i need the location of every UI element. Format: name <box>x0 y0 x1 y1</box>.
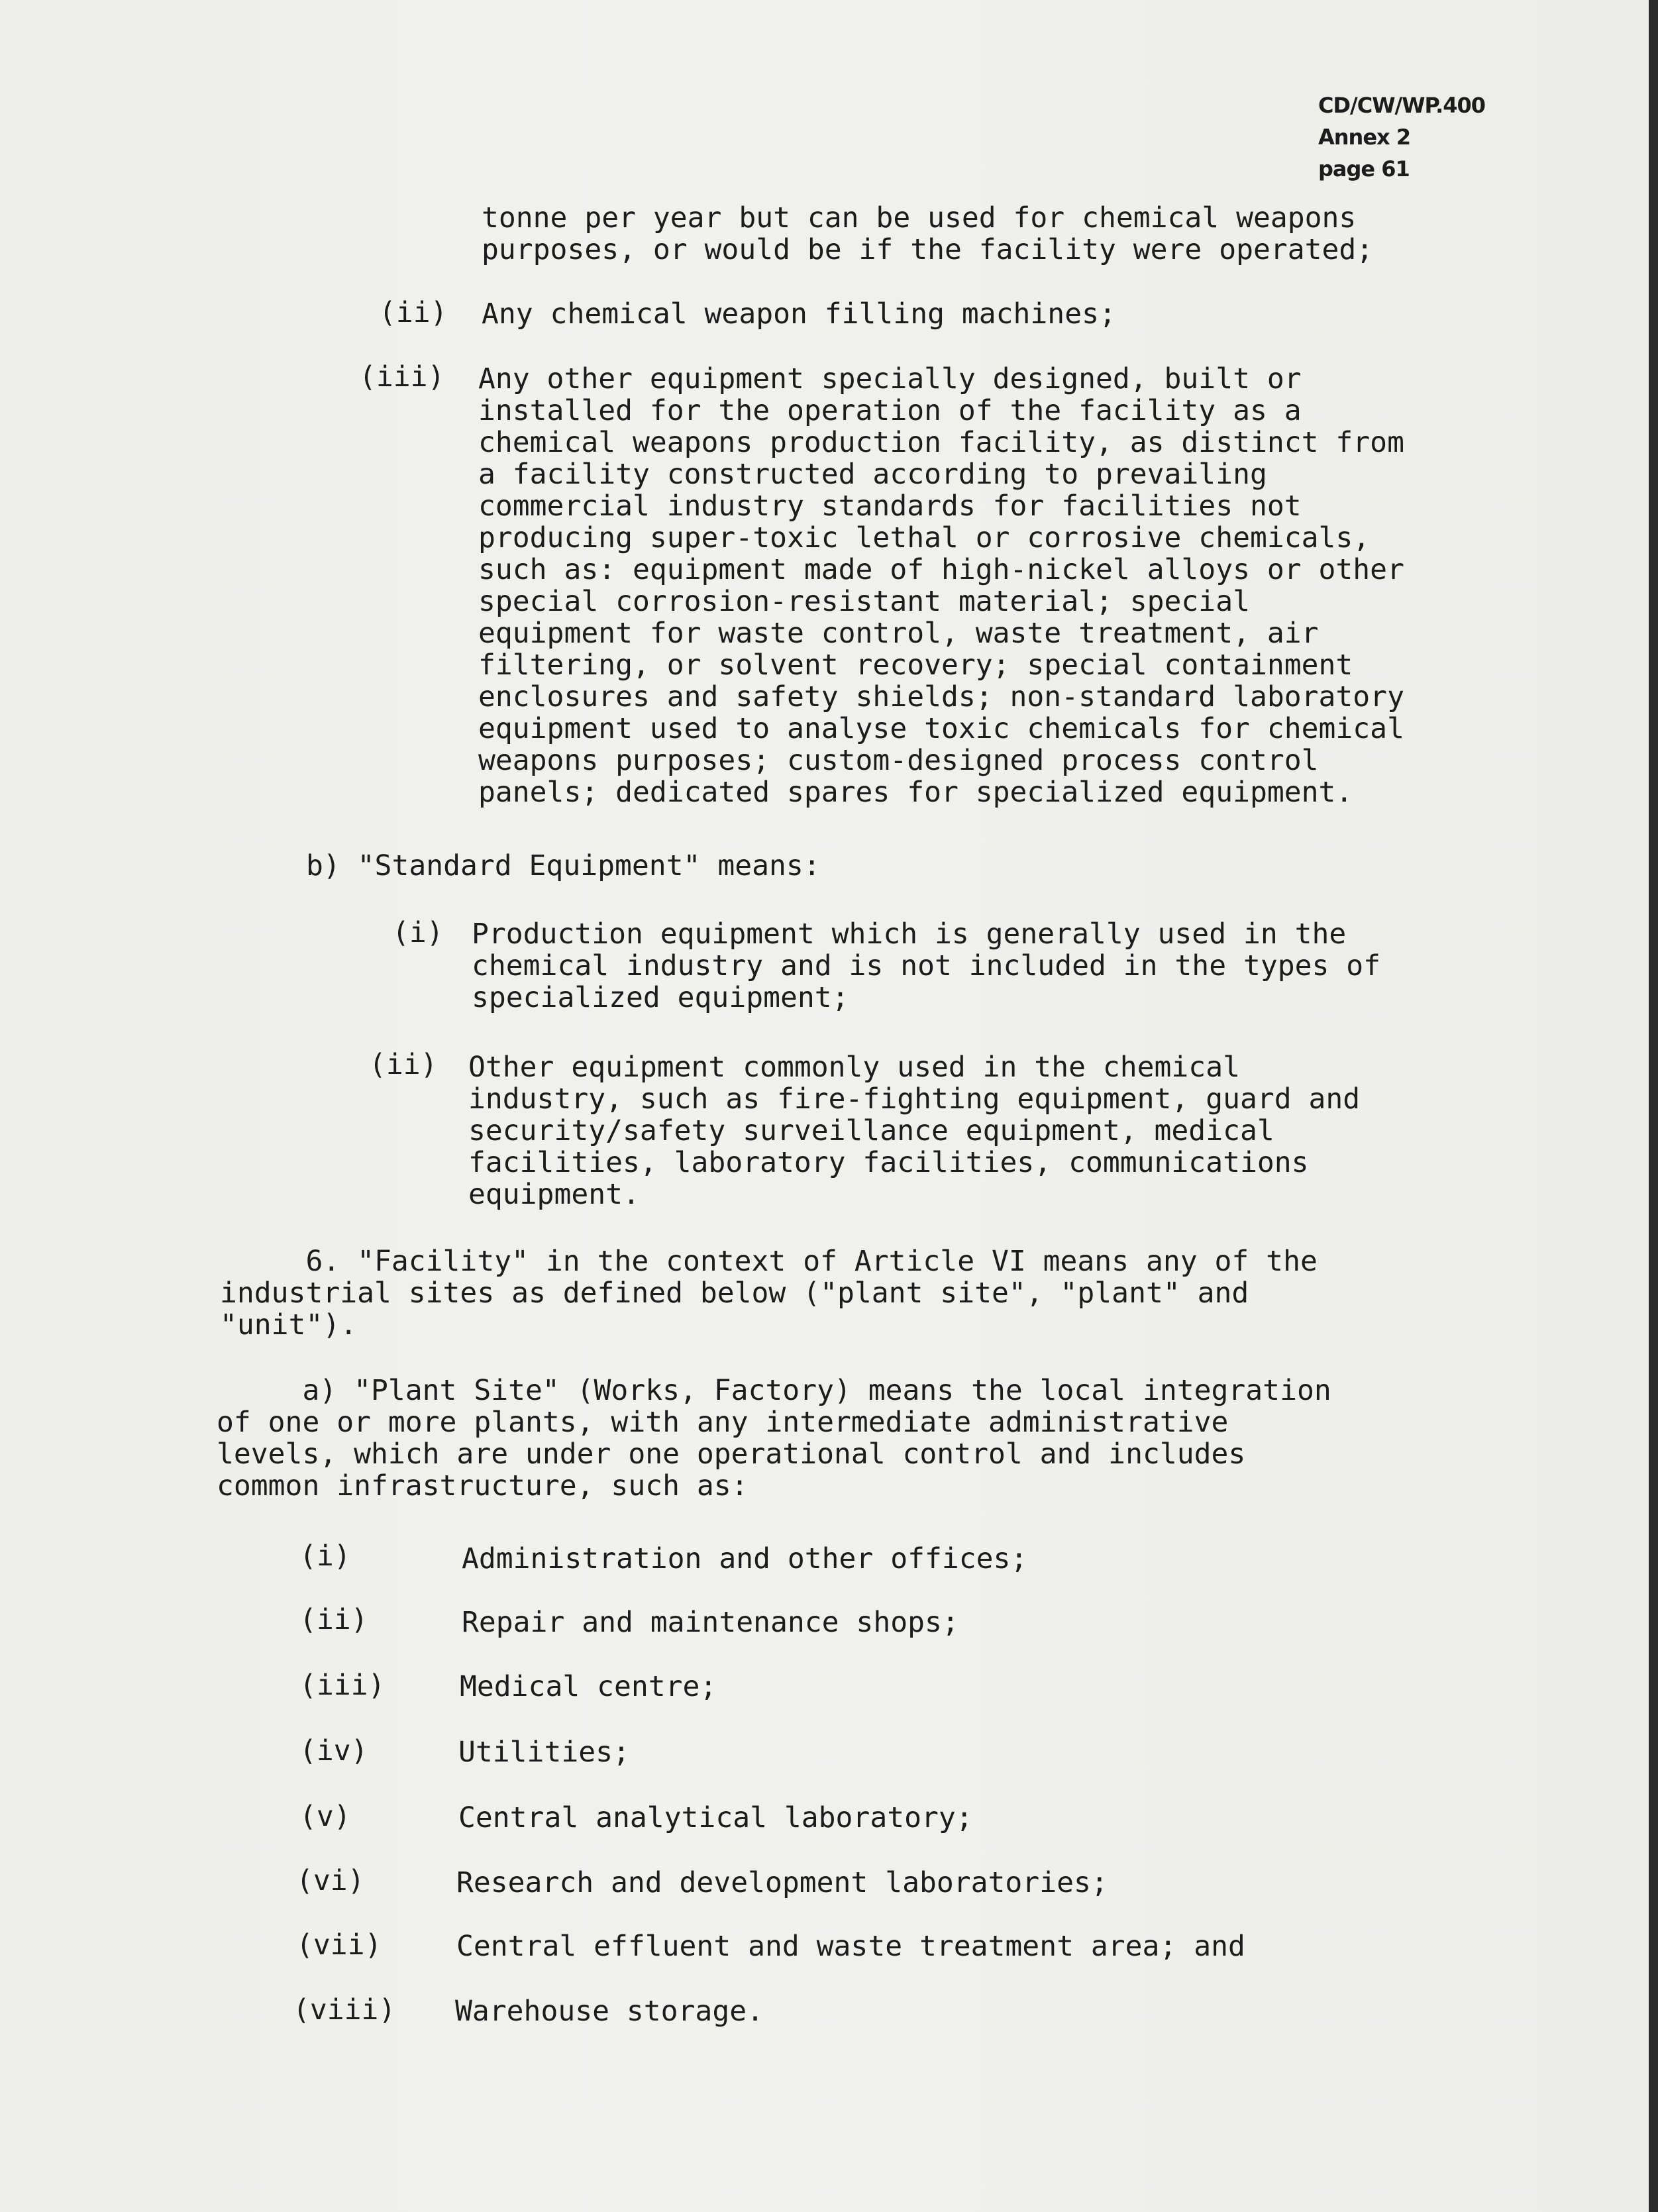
paragraph-6a <box>217 1375 1331 1502</box>
text-line: equipment for waste control, waste treatment, air <box>478 617 1319 650</box>
text-line: b) "Standard Equipment" means: <box>306 849 821 882</box>
page-header <box>1318 89 1485 185</box>
text-line: weapons purposes; custom-designed process control <box>478 744 1319 777</box>
text-line: such as: equipment made of high-nickel alloys or other <box>478 553 1404 586</box>
text-line: equipment used to analyse toxic chemicals for chemical <box>478 712 1404 745</box>
text-line: Production equipment which is generally used in the <box>472 918 1347 951</box>
list-item-marker: (iv) <box>299 1734 368 1767</box>
list-item-marker: (iii) <box>299 1669 386 1702</box>
annex-label: Annex 2 <box>1318 125 1411 150</box>
list-item-marker: (i) <box>299 1540 351 1573</box>
list-item-text: Utilities; <box>458 1736 630 1769</box>
text-line: Any chemical weapon filling machines; <box>482 297 1116 331</box>
text-line: Any other equipment specially designed, built or <box>478 362 1302 395</box>
continuation-text <box>482 202 1373 266</box>
text-line: enclosures and safety shields; non-standard laboratory <box>478 680 1404 713</box>
list-item-text: Central effluent and waste treatment area; and <box>456 1930 1245 1963</box>
item-marker: (i) <box>392 916 444 949</box>
text-line: specialized equipment; <box>472 981 849 1014</box>
text-line: common infrastructure, such as: <box>217 1469 749 1502</box>
list-item-text: Warehouse storage. <box>455 1995 764 2028</box>
list-item-marker: (vii) <box>296 1928 382 1962</box>
text-line: equipment. <box>468 1178 640 1211</box>
text-line: installed for the operation of the facility as a <box>478 394 1302 427</box>
text-line: chemical industry and is not included in the types of <box>472 949 1381 982</box>
text-line: producing super-toxic lethal or corrosive chemicals, <box>478 521 1371 554</box>
standard-equipment-heading <box>306 850 821 882</box>
list-item-marker: (vi) <box>296 1864 365 1897</box>
standard-item-i-text <box>472 918 1380 1014</box>
list-item-marker: (v) <box>299 1800 351 1833</box>
text-line: "unit"). <box>220 1308 358 1342</box>
text-line: 6. "Facility" in the context of Article VI means any of the <box>220 1245 1318 1278</box>
text-line: of one or more plants, with any intermediate administrative <box>217 1406 1229 1439</box>
item-marker: (ii) <box>379 296 448 329</box>
standard-item-ii-text <box>468 1051 1360 1210</box>
item-marker: (ii) <box>369 1048 438 1081</box>
item-marker: (iii) <box>359 360 445 394</box>
text-line: a) "Plant Site" (Works, Factory) means the local integration <box>217 1374 1331 1407</box>
text-line: facilities, laboratory facilities, communications <box>468 1146 1309 1179</box>
scan-edge <box>1649 0 1658 2212</box>
item-iii-text <box>478 363 1404 808</box>
text-line: tonne per year but can be used for chemical weapons <box>482 201 1357 235</box>
text-line: industry, such as fire-fighting equipment, guard and <box>468 1082 1361 1116</box>
list-item-text: Administration and other offices; <box>462 1542 1028 1575</box>
page-number: page 61 <box>1318 156 1410 182</box>
list-item-text: Medical centre; <box>460 1670 717 1703</box>
text-line: panels; dedicated spares for specialized equipment. <box>478 776 1353 809</box>
text-line: security/safety surveillance equipment, medical <box>468 1114 1274 1147</box>
text-line: filtering, or solvent recovery; special containment <box>478 649 1353 682</box>
item-ii-text <box>482 298 1116 330</box>
text-line: chemical weapons production facility, as distinct from <box>478 426 1404 459</box>
list-item-text: Central analytical laboratory; <box>458 1801 973 1834</box>
text-line: Other equipment commonly used in the chemical <box>468 1051 1240 1084</box>
text-line: special corrosion-resistant material; special <box>478 585 1250 618</box>
text-line: a facility constructed according to prevailing <box>478 458 1267 491</box>
list-item-text: Repair and maintenance shops; <box>462 1606 959 1639</box>
paragraph-6 <box>220 1245 1318 1341</box>
text-line: levels, which are under one operational control and includes <box>217 1438 1246 1471</box>
document-reference: CD/CW/WP.400 <box>1318 93 1486 118</box>
list-item-text: Research and development laboratories; <box>456 1866 1108 1899</box>
list-item-marker: (ii) <box>299 1603 368 1636</box>
text-line: industrial sites as defined below ("plant site", "plant" and <box>220 1277 1249 1310</box>
list-item-marker: (viii) <box>293 1993 396 2027</box>
text-line: commercial industry standards for facilities not <box>478 490 1302 523</box>
text-line: purposes, or would be if the facility were operated; <box>482 233 1374 266</box>
